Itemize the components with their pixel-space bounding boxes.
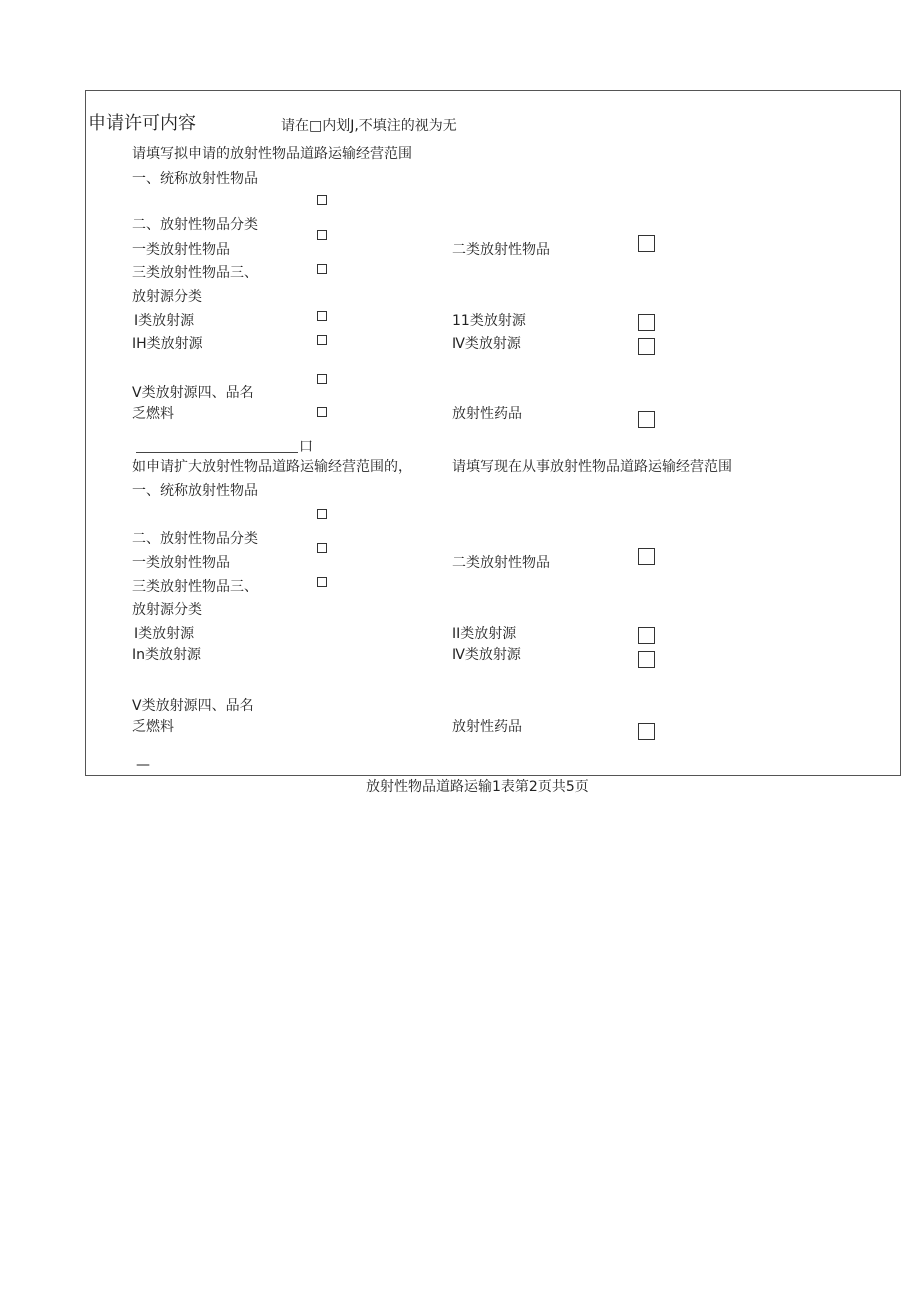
s1-label-src1: I类放射源	[134, 313, 195, 329]
s2-checkbox-class1[interactable]	[317, 543, 327, 553]
s2-checkbox-unified[interactable]	[317, 509, 327, 519]
s1-label-fuel: 乏燃料	[132, 406, 174, 422]
page-footer: 放射性物品道路运输1表第2页共5页	[366, 779, 589, 795]
s2-label-drug: 放射性药品	[452, 719, 522, 735]
s1-label-src2: 11类放射源	[452, 313, 526, 329]
section2-intro-right: 请填写现在从事放射性物品道路运输经营范围	[452, 459, 732, 475]
s1-checkbox-src1[interactable]	[317, 311, 327, 321]
s2-label-class1: 一类放射性物品	[132, 555, 230, 571]
section-title: 申请许可内容	[88, 113, 196, 134]
s2-label-src3: In类放射源	[132, 647, 202, 663]
s1-label-class3: 三类放射性物品三、	[132, 265, 258, 281]
s2-label-fuel: 乏燃料	[132, 719, 174, 735]
s2-label-class3: 三类放射性物品三、	[132, 579, 258, 595]
form-frame	[85, 90, 901, 776]
s2-checkbox-src2[interactable]	[638, 627, 655, 644]
s1-checkbox-unified[interactable]	[317, 195, 327, 205]
s1-checkbox-src2[interactable]	[638, 314, 655, 331]
s2-label-src1: I类放射源	[134, 626, 195, 642]
instruction-text: 请在□内划J,不填注的视为无	[281, 118, 457, 134]
s2-dash: —	[136, 757, 150, 773]
s1-item-unified: 一、统称放射性物品	[132, 171, 258, 187]
s2-label-class2: 二类放射性物品	[452, 555, 550, 571]
s2-checkbox-src4[interactable]	[638, 651, 655, 668]
s1-label-class1: 一类放射性物品	[132, 242, 230, 258]
s1-source-category: 放射源分类	[132, 289, 202, 305]
s1-name-underline[interactable]	[136, 452, 298, 453]
s2-item-unified: 一、统称放射性物品	[132, 483, 258, 499]
s1-label-src3: IH类放射源	[132, 336, 203, 352]
s1-checkbox-class3[interactable]	[317, 264, 327, 274]
s1-checkbox-fuel[interactable]	[317, 407, 327, 417]
s1-item-classification: 二、放射性物品分类	[132, 217, 258, 233]
s2-label-src5: V类放射源四、品名	[132, 698, 254, 714]
s1-checkbox-drug[interactable]	[638, 411, 655, 428]
s1-label-src4: Ⅳ类放射源	[452, 336, 521, 352]
s2-checkbox-drug[interactable]	[638, 723, 655, 740]
section2-intro-left: 如申请扩大放射性物品道路运输经营范围的，	[132, 459, 412, 475]
s2-item-classification: 二、放射性物品分类	[132, 531, 258, 547]
s2-label-src2: II类放射源	[452, 626, 517, 642]
s1-blank-box: 口	[299, 439, 313, 455]
s1-checkbox-class2[interactable]	[638, 235, 655, 252]
s1-label-drug: 放射性药品	[452, 406, 522, 422]
s1-checkbox-src3[interactable]	[317, 335, 327, 345]
s2-source-category: 放射源分类	[132, 602, 202, 618]
s2-checkbox-class2[interactable]	[638, 548, 655, 565]
s1-checkbox-class1[interactable]	[317, 230, 327, 240]
s1-checkbox-src5[interactable]	[317, 374, 327, 384]
s2-checkbox-class3[interactable]	[317, 577, 327, 587]
section1-intro: 请填写拟申请的放射性物品道路运输经营范围	[132, 146, 412, 162]
s1-label-src5: V类放射源四、品名	[132, 385, 254, 401]
s1-label-class2: 二类放射性物品	[452, 242, 550, 258]
s2-label-src4: Ⅳ类放射源	[452, 647, 521, 663]
s1-checkbox-src4[interactable]	[638, 338, 655, 355]
